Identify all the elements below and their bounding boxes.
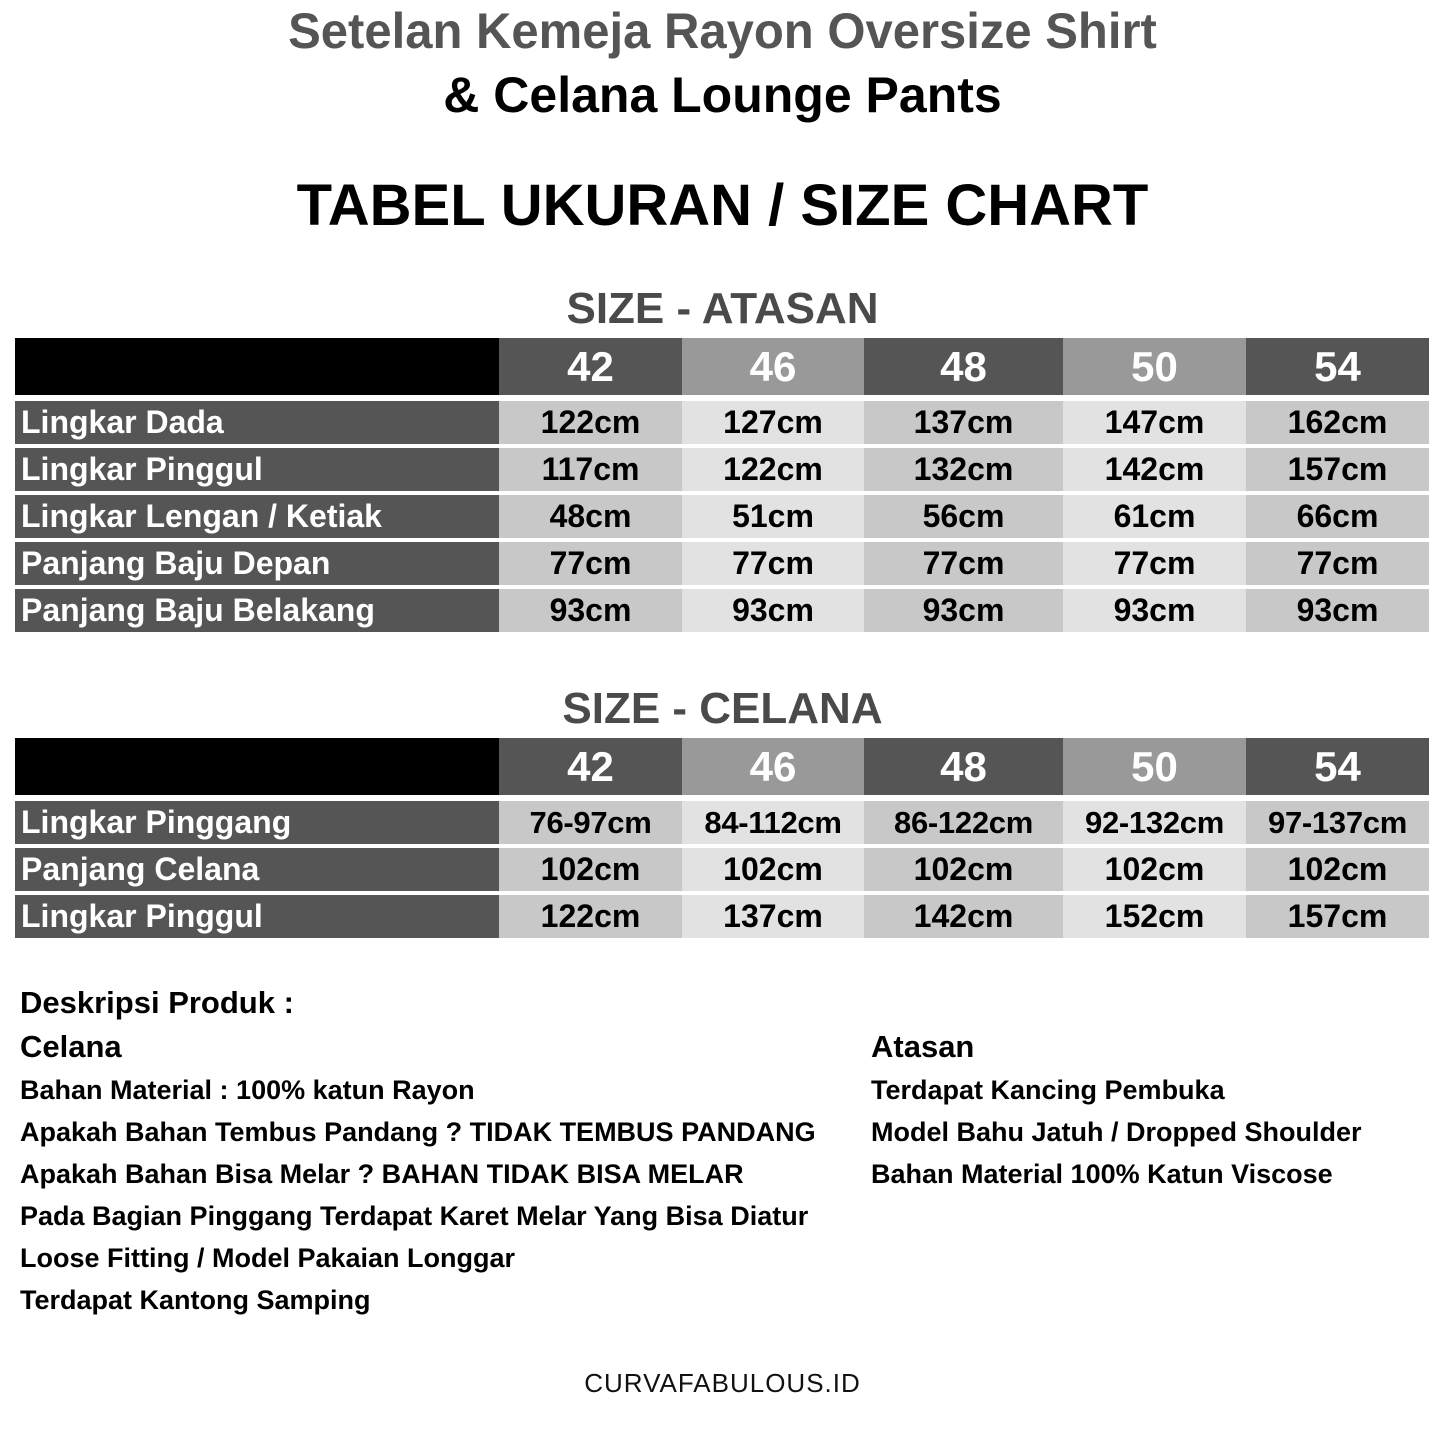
row-label: Lingkar Pinggul xyxy=(15,448,499,491)
table-cell: 102cm xyxy=(864,848,1063,891)
table-cell: 142cm xyxy=(1063,448,1246,491)
table-cell: 102cm xyxy=(1063,848,1246,891)
table-cell: 66cm xyxy=(1246,495,1429,538)
row-label: Lingkar Dada xyxy=(15,401,499,444)
size-header-cell: 50 xyxy=(1063,738,1246,795)
table-cell: 93cm xyxy=(1246,589,1429,632)
size-header-cell: 48 xyxy=(864,738,1063,795)
celana-description-line: Loose Fitting / Model Pakaian Longgar xyxy=(20,1243,516,1273)
table-cell: 157cm xyxy=(1246,448,1429,491)
size-header-cell: 46 xyxy=(682,738,864,795)
table-cell: 86-122cm xyxy=(864,801,1063,844)
table-cell: 102cm xyxy=(499,848,682,891)
celana-description-line: Pada Bagian Pinggang Terdapat Karet Melar Yang Bisa Diatur xyxy=(20,1201,809,1231)
table-cell: 117cm xyxy=(499,448,682,491)
celana-description-heading: Celana xyxy=(20,1029,122,1064)
row-label: Panjang Baju Belakang xyxy=(15,589,499,632)
table-cell: 152cm xyxy=(1063,895,1246,938)
table-cell: 93cm xyxy=(864,589,1063,632)
table-cell: 77cm xyxy=(682,542,864,585)
table-header-row xyxy=(15,338,1429,395)
atasan-description-line: Bahan Material 100% Katun Viscose xyxy=(871,1159,1333,1189)
table-cell: 48cm xyxy=(499,495,682,538)
size-header-cell: 42 xyxy=(499,738,682,795)
table-cell: 137cm xyxy=(682,895,864,938)
row-label: Panjang Baju Depan xyxy=(15,542,499,585)
table-row xyxy=(15,848,1429,891)
brand-footer: CURVAFABULOUS.ID xyxy=(584,1368,861,1398)
table-row xyxy=(15,495,1429,538)
table-cell: 92-132cm xyxy=(1063,801,1246,844)
table-row xyxy=(15,895,1429,938)
table-cell: 76-97cm xyxy=(499,801,682,844)
table-cell: 137cm xyxy=(864,401,1063,444)
celana-section-title: SIZE - CELANA xyxy=(562,684,883,733)
table-cell: 56cm xyxy=(864,495,1063,538)
table-cell: 77cm xyxy=(1063,542,1246,585)
table-cell: 162cm xyxy=(1246,401,1429,444)
size-chart-title: TABEL UKURAN / SIZE CHART xyxy=(296,173,1149,238)
table-cell: 77cm xyxy=(864,542,1063,585)
table-row xyxy=(15,448,1429,491)
table-header-row xyxy=(15,738,1429,795)
product-title-line2: & Celana Lounge Pants xyxy=(443,67,1002,123)
table-cell: 93cm xyxy=(499,589,682,632)
celana-description-line: Apakah Bahan Bisa Melar ? BAHAN TIDAK BISA MELAR xyxy=(20,1159,744,1189)
product-title-line1: Setelan Kemeja Rayon Oversize Shirt xyxy=(288,3,1157,59)
table-row xyxy=(15,401,1429,444)
table-cell: 93cm xyxy=(682,589,864,632)
celana-description-line: Bahan Material : 100% katun Rayon xyxy=(20,1075,475,1105)
table-cell: 102cm xyxy=(1246,848,1429,891)
size-header-cell: 46 xyxy=(682,338,864,395)
table-cell: 51cm xyxy=(682,495,864,538)
celana-description-line: Terdapat Kantong Samping xyxy=(20,1285,371,1315)
table-row xyxy=(15,542,1429,585)
table-cell: 147cm xyxy=(1063,401,1246,444)
table-cell: 93cm xyxy=(1063,589,1246,632)
table-cell: 61cm xyxy=(1063,495,1246,538)
atasan-description-line: Terdapat Kancing Pembuka xyxy=(871,1075,1225,1105)
table-cell: 77cm xyxy=(1246,542,1429,585)
table-cell: 142cm xyxy=(864,895,1063,938)
table-cell: 97-137cm xyxy=(1246,801,1429,844)
size-header-cell: 42 xyxy=(499,338,682,395)
atasan-description-heading: Atasan xyxy=(871,1029,975,1064)
row-label: Lingkar Pinggul xyxy=(15,895,499,938)
table-cell: 132cm xyxy=(864,448,1063,491)
row-label: Panjang Celana xyxy=(15,848,499,891)
table-cell: 122cm xyxy=(499,895,682,938)
table-row xyxy=(15,589,1429,632)
row-label: Lingkar Pinggang xyxy=(15,801,499,844)
size-header-cell: 50 xyxy=(1063,338,1246,395)
atasan-section-title: SIZE - ATASAN xyxy=(566,284,879,333)
table-cell: 127cm xyxy=(682,401,864,444)
table-cell: 157cm xyxy=(1246,895,1429,938)
size-header-cell: 54 xyxy=(1246,338,1429,395)
celana-description-line: Apakah Bahan Tembus Pandang ? TIDAK TEMBUS PANDANG xyxy=(20,1117,816,1147)
table-cell: 84-112cm xyxy=(682,801,864,844)
header-blank-cell xyxy=(15,738,499,795)
header-blank-cell xyxy=(15,338,499,395)
table-cell: 77cm xyxy=(499,542,682,585)
size-header-cell: 54 xyxy=(1246,738,1429,795)
description-heading: Deskripsi Produk : xyxy=(20,985,294,1020)
table-row xyxy=(15,801,1429,844)
size-header-cell: 48 xyxy=(864,338,1063,395)
table-cell: 102cm xyxy=(682,848,864,891)
table-cell: 122cm xyxy=(682,448,864,491)
atasan-description-line: Model Bahu Jatuh / Dropped Shoulder xyxy=(871,1117,1362,1147)
table-cell: 122cm xyxy=(499,401,682,444)
row-label: Lingkar Lengan / Ketiak xyxy=(15,495,499,538)
